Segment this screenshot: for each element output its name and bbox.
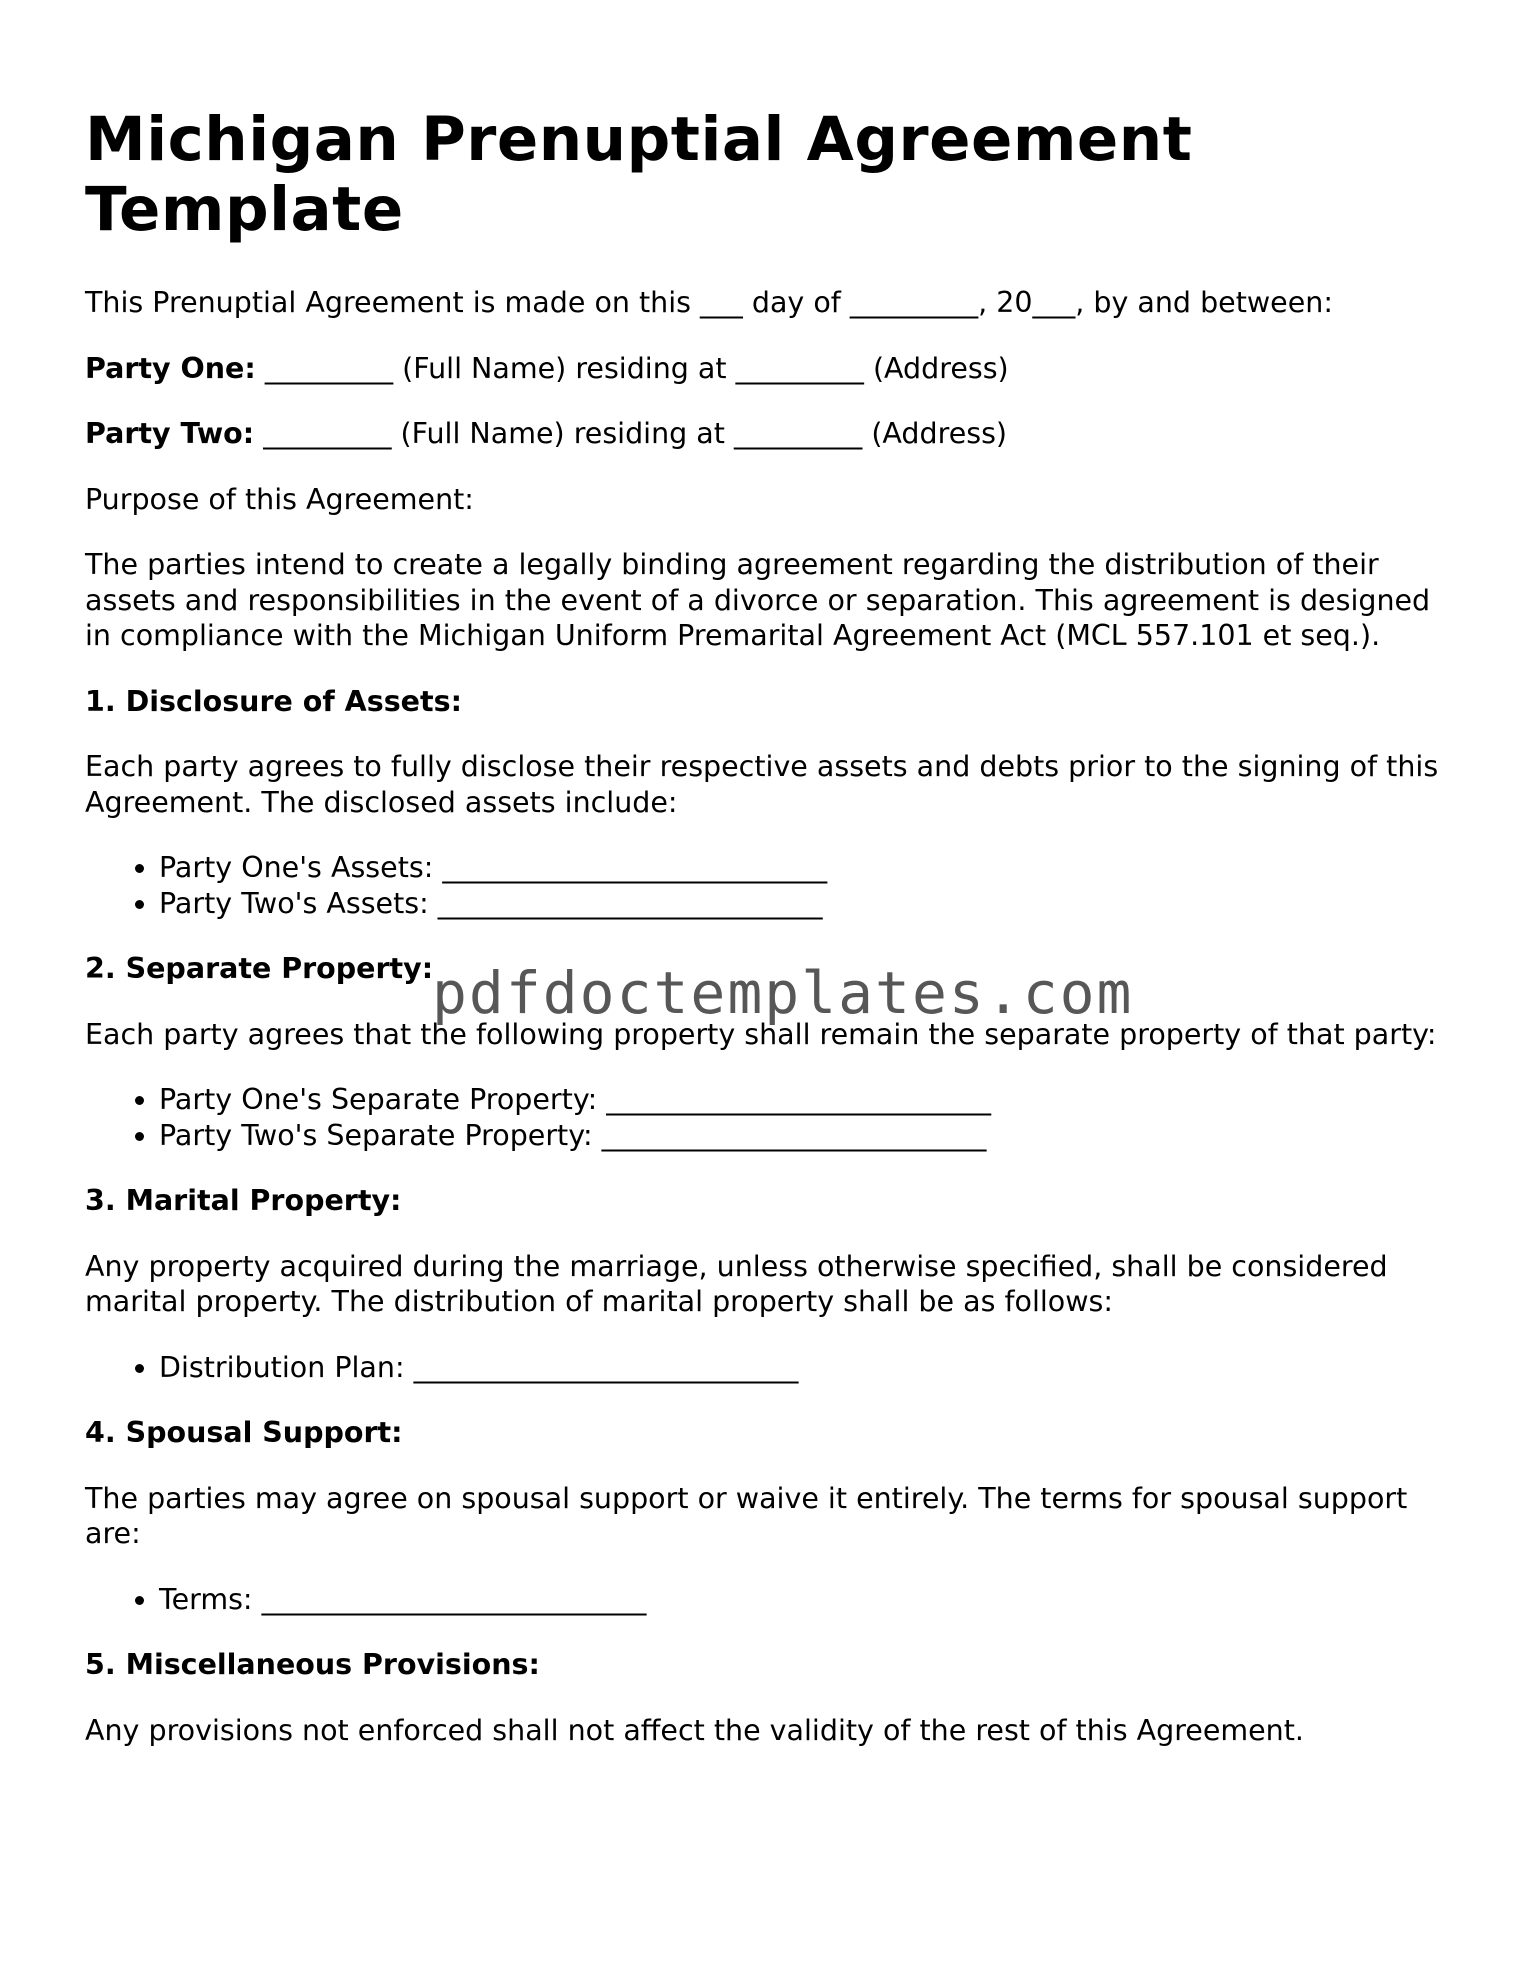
party-one-line: [85, 351, 1455, 387]
party-one-text: _________ (Full Name) residing at _________ (Address): [255, 351, 1009, 385]
list-item: • Party One's Assets: ___________________________: [159, 850, 1455, 886]
purpose-text: The parties intend to create a legally binding agreement regarding the distribution of their assets and responsibilities in the event of a divorce or separation. This agreement is designed in compliance with the Michigan Uniform Premarital Agreement Act (MCL 557.101 et seq.).: [85, 548, 1431, 652]
section-1-heading: 1. Disclosure of Assets:: [85, 684, 462, 718]
section-1-text: Each party agrees to fully disclose their respective assets and debts prior to the signing of this Agreement. The disclosed assets include:: [85, 750, 1439, 819]
section-5-heading: 5. Miscellaneous Provisions:: [85, 1648, 540, 1681]
section-2-text: Each party agrees that the following property shall remain the separate property of that party:: [85, 1017, 1437, 1051]
document-title: Michigan Prenuptial Agreement Template: [85, 104, 1193, 245]
section-3-text: Any property acquired during the marriage, unless otherwise specified, shall be considered marital property. The distribution of marital property shall be as follows:: [85, 1249, 1388, 1318]
list-item: • Party One's Separate Property: ___________________________: [159, 1082, 1455, 1118]
list-item: • Party Two's Separate Property: ___________________________: [159, 1118, 1455, 1154]
section-4-heading: 4. Spousal Support:: [85, 1416, 403, 1449]
section-3-heading: 3. Marital Property:: [85, 1184, 402, 1217]
section-2-heading: 2. Separate Property:: [85, 952, 434, 985]
section-4-list: [85, 1582, 1455, 1618]
intro-paragraph: This Prenuptial Agreement is made on this ___ day of _________, 20___, by and between:: [85, 286, 1333, 319]
party-one-label: Party One:: [85, 351, 256, 385]
purpose-heading: Purpose of this Agreement:: [85, 482, 474, 516]
party-two-label: Party Two:: [85, 417, 255, 450]
document-page: [85, 105, 1455, 1778]
section-2-list: [85, 1082, 1455, 1153]
watermark-text: pdfdoctemplates.com: [432, 959, 1134, 1027]
section-3-list: [85, 1350, 1455, 1386]
section-1-list: [85, 850, 1455, 921]
party-two-text: _________ (Full Name) residing at _________ (Address): [254, 417, 1008, 450]
list-item: • Terms: ___________________________: [159, 1582, 1455, 1618]
party-two-line: [85, 416, 1455, 452]
list-item: • Distribution Plan: ___________________________: [159, 1350, 1455, 1386]
list-item: • Party Two's Assets: ___________________________: [159, 886, 1455, 922]
section-5-text: Any provisions not enforced shall not affect the validity of the rest of this Agreement.: [85, 1713, 1304, 1747]
section-4-text: The parties may agree on spousal support or waive it entirely. The terms for spousal support are:: [85, 1481, 1408, 1550]
